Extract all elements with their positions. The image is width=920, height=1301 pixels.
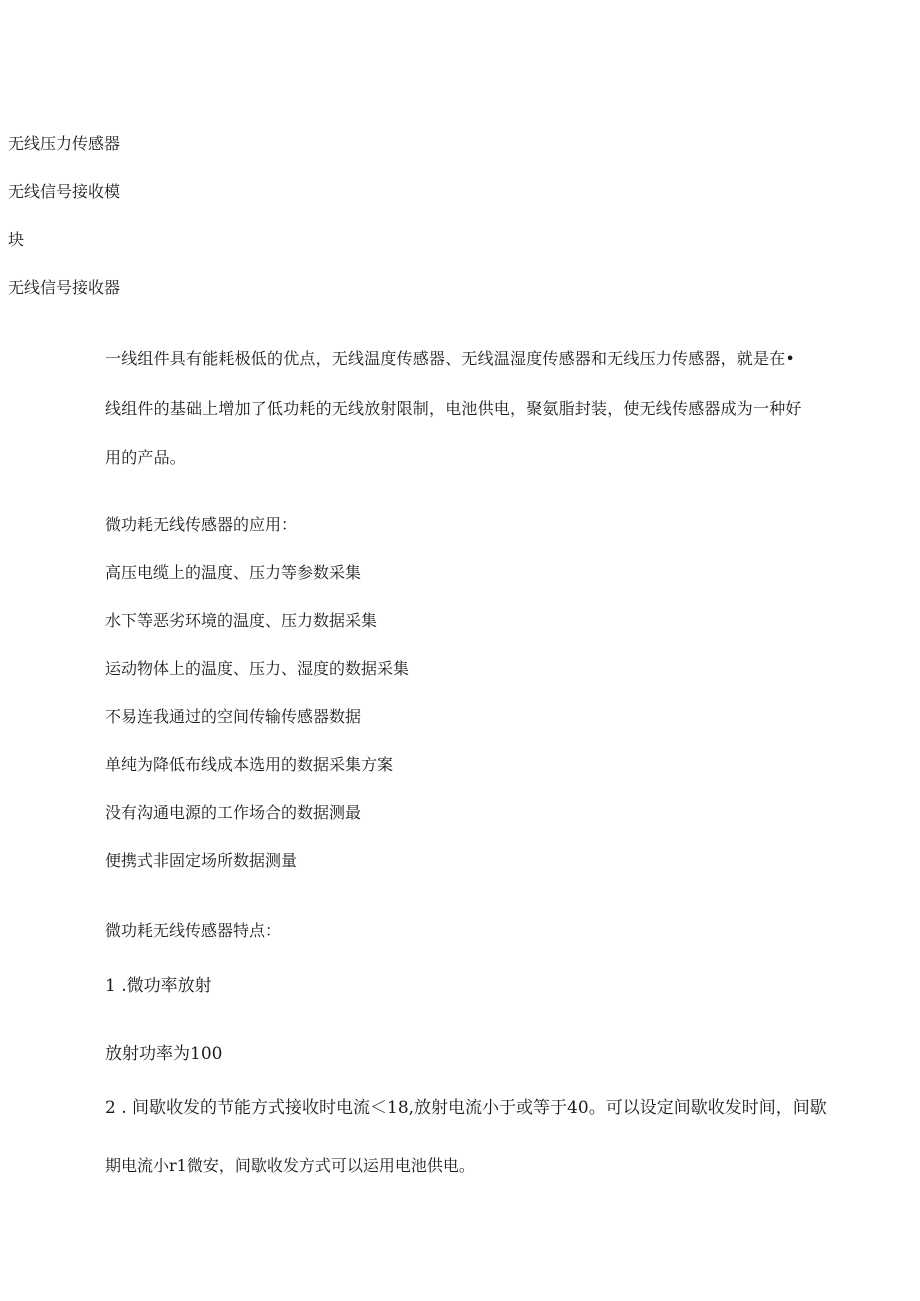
application-item: 便携式非固定场所数据测量 — [105, 851, 298, 870]
applications-heading: 微功耗无线传感器的应用： — [105, 515, 298, 534]
application-item: 不易连我通过的空间传输传感器数据 — [105, 707, 362, 726]
intro-line-1: 一线组件具有能耗极低的优点，无线温度传感器、无线温湿度传感器和无线压力传感器，就是在• — [105, 349, 796, 368]
feature-2-line-2: 期电流小r1微安，间歇收发方式可以运用电池供电。 — [105, 1156, 475, 1175]
features-heading: 微功耗无线传感器特点： — [105, 921, 282, 940]
intro-line-3: 用的产品。 — [105, 448, 187, 467]
application-item: 单纯为降低布线成本选用的数据采集方案 — [105, 755, 394, 774]
feature-1-detail: 放射功率为100 — [105, 1044, 223, 1064]
label-receiver-module-cont: 块 — [8, 230, 25, 249]
intro-line-2: 线组件的基础上增加了低功耗的无线放射限制，电池供电，聚氨脂封装，使无线传感器成为一种好 — [105, 399, 802, 418]
label-receiver-module: 无线信号接收模 — [8, 182, 121, 201]
application-item: 没有沟通电源的工作场合的数据测最 — [105, 803, 362, 822]
label-receiver: 无线信号接收器 — [8, 278, 121, 297]
feature-1-title: 1 .微功率放射 — [105, 976, 212, 996]
application-item: 运动物体上的温度、压力、湿度的数据采集 — [105, 659, 410, 678]
feature-2-line-1: 2 . 间歇收发的节能方式接收时电流＜18,放射电流小于或等于40。可以设定间歇收发时间，间歇 — [105, 1098, 827, 1118]
label-pressure-sensor: 无线压力传感器 — [8, 134, 121, 153]
application-item: 高压电缆上的温度、压力等参数采集 — [105, 563, 362, 582]
application-item: 水下等恶劣环境的温度、压力数据采集 — [105, 611, 378, 630]
